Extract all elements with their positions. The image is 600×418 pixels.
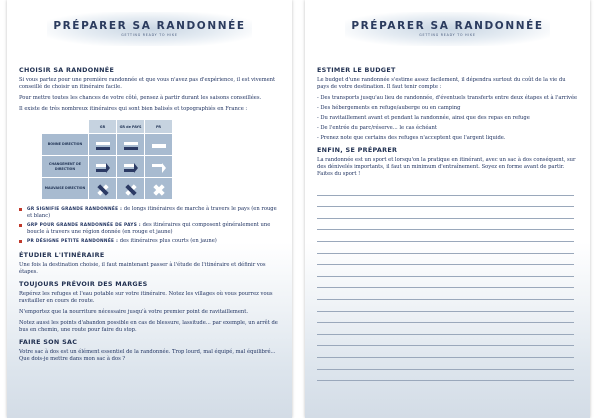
table-row: [42, 134, 172, 155]
note-lines: [317, 184, 578, 381]
grp-turn-mark-icon: [124, 163, 138, 173]
legend-grp-abbr: GRP POUR GRANDE RANDONNÉE DE PAYS :: [27, 223, 141, 228]
row-label-wrong: MAUVAISE DIRECTION: [42, 178, 88, 199]
study-title: ÉTUDIER L'ITINÉRAIRE: [19, 251, 105, 259]
table-row: [42, 178, 172, 199]
marks-paragraph-2: N'emportez que la nourriture nécessaire jusqu'à votre premier point de ravitaillement.: [19, 309, 248, 315]
right-page: [305, 0, 590, 418]
note-line: [317, 358, 574, 370]
table-corner: [42, 120, 88, 133]
note-line: [317, 265, 574, 277]
note-line: [317, 230, 574, 242]
note-line: [317, 323, 574, 335]
study-paragraph-1: Une fois la destination choisie, il faut maintenant passer à l'étude de l'itinéraire et définir vos étapes.: [19, 262, 266, 275]
note-line: [317, 207, 574, 219]
note-line: [317, 254, 574, 266]
table-header-grp: GR de PAYS: [117, 120, 144, 133]
left-content: [19, 66, 280, 367]
pr-straight-mark-icon: [152, 141, 166, 151]
choose-title: CHOISIR SA RANDONNÉE: [19, 66, 115, 74]
legend-gr-text: de longs itinéraires de marche à travers le pays (en rouge et blanc): [27, 206, 277, 219]
row-label-change: CHANGEMENT DE DIRECTION: [42, 156, 88, 177]
note-line: [317, 335, 574, 347]
right-header-subtitle: GETTING READY TO HIKE: [419, 33, 476, 37]
bag-paragraph-1: Votre sac à dos est un élément essentiel de la randonnée. Trop lourd, mal équipé, mal équilibré... Que dois-je mettre dans mon sac à dos ?: [19, 349, 276, 362]
bag-title: FAIRE SON SAC: [19, 338, 78, 346]
note-line: [317, 312, 574, 324]
bullet-square-icon: [19, 224, 22, 227]
list-item: - Du ravitaillement avant et pendant la randonnée, ainsi que des repas en refuge: [317, 115, 530, 121]
prepare-title: ENFIN, SE PRÉPARER: [317, 146, 398, 154]
prepare-paragraph-1: La randonnée est un sport et lorsqu'on la pratique en itinérant, avec un sac à dos conséquent, sur des dénivelés importants, il faut un minimum d'entraînement. Soyez en forme avant de partir. Faites du sport !: [317, 157, 576, 177]
note-line: [317, 219, 574, 231]
list-item: - Des transports jusqu'au lieu de randonnée, d'éventuels transferts entre deux étapes et à l'arrivée: [317, 95, 578, 101]
budget-title: ESTIMER LE BUDGET: [317, 66, 396, 74]
legend-grp-text: des itinéraires qui composent généralement une boucle à travers une région donnée (en rouge et jaune): [27, 222, 271, 235]
grp-wrong-cross-icon: [124, 185, 138, 195]
left-header-title: PRÉPARER SA RANDONNÉE: [53, 20, 246, 32]
gr-turn-mark-icon: [96, 163, 110, 173]
gr-straight-mark-icon: [96, 141, 110, 151]
choose-paragraph-1: Si vous partez pour une première randonnée et que vous n'avez pas d'expérience, il est vivement conseillé de choisir un itinéraire facile.: [19, 77, 276, 90]
bullet-square-icon: [19, 240, 22, 243]
note-line: [317, 242, 574, 254]
table-header-gr: GR: [89, 120, 116, 133]
right-header-title: PRÉPARER SA RANDONNÉE: [351, 20, 544, 32]
note-line: [317, 184, 574, 196]
legend-pr-text: des itinéraires plus courts (en jaune): [119, 238, 217, 244]
gr-wrong-cross-icon: [96, 185, 110, 195]
list-item: - De l'entrée du parc/réserve... le cas échéant: [317, 125, 437, 131]
trail-marking-table: [41, 119, 173, 200]
marks-paragraph-3: Notez aussi les points d'abandon possible en cas de blessure, lassitude... par exemple, un arrêt de bus en chemin, une route pour faire du stop.: [19, 320, 278, 333]
pr-turn-mark-icon: [152, 163, 166, 173]
note-line: [317, 288, 574, 300]
marks-title: TOUJOURS PRÉVOIR DES MARGES: [19, 280, 148, 288]
left-page: [7, 0, 292, 418]
pr-wrong-cross-icon: [152, 185, 166, 195]
note-line: [317, 300, 574, 312]
marks-paragraph-1: Repérez les refuges et l'eau potable sur votre itinéraire. Notez les villages où vous pourrez vous ravitailler en cours de route.: [19, 291, 273, 304]
note-line: [317, 196, 574, 208]
grp-straight-mark-icon: [124, 141, 138, 151]
note-line: [317, 346, 574, 358]
table-row: [42, 156, 172, 177]
list-item: [19, 238, 280, 245]
bullet-square-icon: [19, 208, 22, 211]
table-header-pr: PR: [145, 120, 172, 133]
left-header-subtitle: GETTING READY TO HIKE: [121, 33, 178, 37]
budget-paragraph-1: Le budget d'une randonnée s'estime assez facilement, il dépendra surtout du coût de la vie du pays de votre destination. Il faut tenir compte :: [317, 77, 566, 90]
list-item: - Des hébergements en refuge/auberge ou en camping: [317, 105, 461, 111]
right-content: [317, 66, 578, 381]
note-line: [317, 370, 574, 382]
budget-list: [317, 95, 578, 142]
choose-paragraph-3: Il existe de très nombreux itinéraires qui sont bien balisés et topographiés en France :: [19, 106, 248, 112]
right-header-banner: [345, 12, 550, 46]
note-line: [317, 277, 574, 289]
row-label-good: BONNE DIRECTION: [42, 134, 88, 155]
choose-paragraph-2: Pour mettre toutes les chances de votre côté, pensez à partir durant les saisons conseillées.: [19, 95, 262, 101]
legend-pr-abbr: PR DÉSIGNE PETITE RANDONNÉE :: [27, 239, 119, 244]
list-item: [19, 222, 280, 236]
legend-gr-abbr: GR SIGNIFIE GRANDE RANDONNÉE :: [27, 207, 123, 212]
left-header-banner: [47, 12, 252, 46]
trail-legend: [19, 206, 280, 245]
list-item: - Prenez note que certains des refuges n'acceptent que l'argent liquide.: [317, 135, 506, 141]
list-item: [19, 206, 280, 220]
